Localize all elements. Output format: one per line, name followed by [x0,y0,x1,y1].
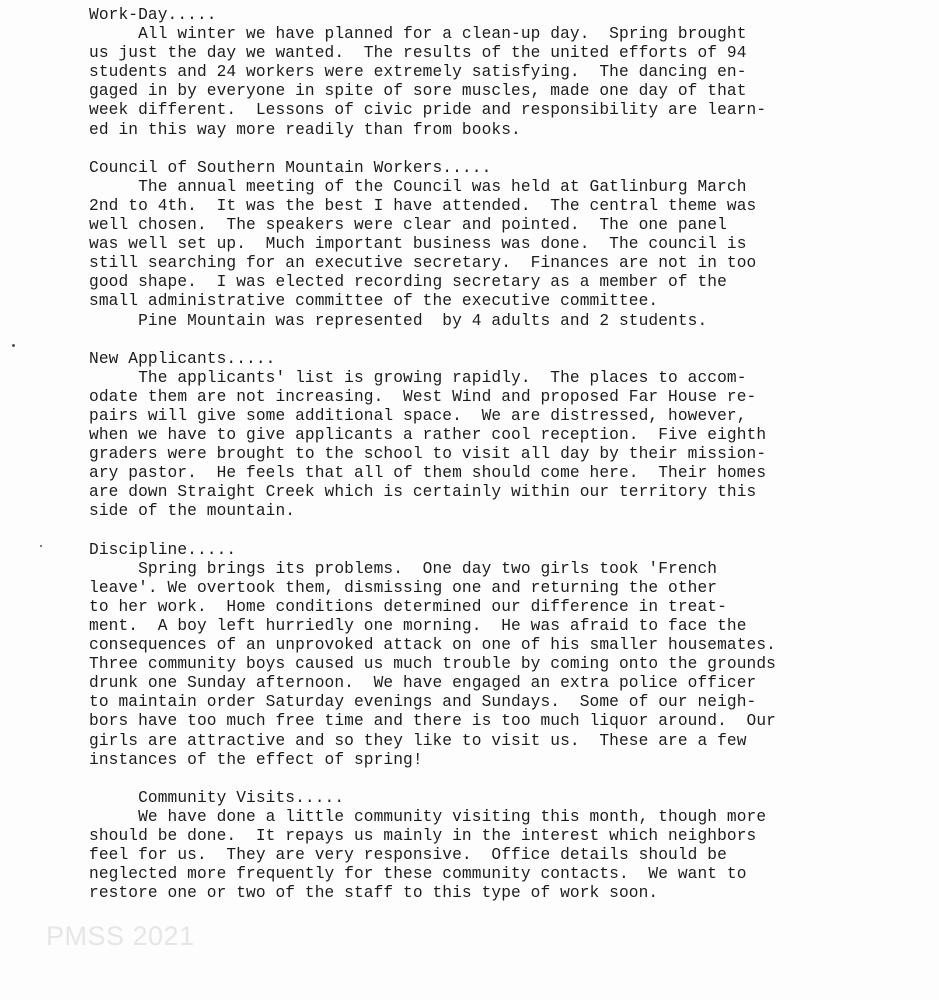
section-community-visits [89,789,909,904]
paragraph-line: neglected more frequently for these community contacts. We want to [89,865,747,884]
section-council [89,159,909,331]
paragraph-line: good shape. I was elected recording secretary as a member of the [89,273,727,292]
paragraph-line: well chosen. The speakers were clear and pointed. The one panel [89,216,727,235]
paragraph-line: The annual meeting of the Council was held at Gatlinburg March [89,177,747,196]
section-spacer [89,522,909,541]
paragraph-line: to her work. Home conditions determined our difference in treat- [89,597,727,616]
paragraph-line: Spring brings its problems. One day two girls took 'French [89,559,718,578]
paragraph-line: gaged in by everyone in spite of sore muscles, made one day of that [89,82,747,101]
paragraph-line: should be done. It repays us mainly in the interest which neighbors [89,827,757,846]
paragraph-line: Three community boys caused us much trouble by coming onto the grounds [89,655,776,674]
section-spacer [89,770,909,789]
paragraph-line: Pine Mountain was represented by 4 adults and 2 students. [89,311,708,330]
paragraph-line: We have done a little community visiting this month, though more [89,807,767,826]
section-spacer [89,140,909,159]
paragraph-line: students and 24 workers were extremely satisfying. The dancing en- [89,63,747,82]
paragraph-line: graders were brought to the school to visit all day by their mission- [89,445,767,464]
paragraph-line: to maintain order Saturday evenings and Sundays. Some of our neigh- [89,693,757,712]
paragraph-line: bors have too much free time and there is too much liquor around. Our [89,712,776,731]
section-work-day [89,6,909,140]
paragraph-line: restore one or two of the staff to this type of work soon. [89,884,659,903]
paragraph-line: small administrative committee of the executive committee. [89,292,659,311]
paragraph-line: drunk one Sunday afternoon. We have engaged an extra police officer [89,674,757,693]
paragraph-line: ary pastor. He feels that all of them should come here. Their homes [89,464,767,483]
paragraph-line: ment. A boy left hurriedly one morning. He was afraid to face the [89,617,747,635]
typed-document-body [89,6,909,903]
section-heading: New Applicants..... [89,349,276,368]
paragraph-line: week different. Lessons of civic pride and responsibility are learn- [89,101,767,120]
paragraph-line: pairs will give some additional space. We are distressed, however, [89,406,747,425]
paragraph-line: side of the mountain. [89,502,296,521]
section-heading: Work-Day..... [89,6,217,24]
paragraph-line: odate them are not increasing. West Wind and proposed Far House re- [89,387,757,406]
section-spacer [89,331,909,350]
paragraph-line: feel for us. They are very responsive. Office details should be [89,846,727,865]
paragraph-line: when we have to give applicants a rather cool reception. Five eighth [89,426,767,445]
paragraph-line: leave'. We overtook them, dismissing one and returning the other [89,578,718,597]
section-discipline [89,541,909,770]
paragraph-line: are down Straight Creek which is certainly within our territory this [89,483,757,502]
paragraph-line: The applicants' list is growing rapidly. The places to accom- [89,368,747,387]
section-heading: Community Visits..... [89,788,345,807]
section-heading: Council of Southern Mountain Workers..... [89,158,492,177]
paragraph-line: was well set up. Much important business was done. The council is [89,235,747,254]
paragraph-line: us just the day we wanted. The results of the united efforts of 94 [89,44,747,63]
paragraph-line: girls are attractive and so they like to visit us. These are a few [89,731,747,750]
paragraph-line: ed in this way more readily than from books. [89,120,521,139]
section-new-applicants [89,350,909,522]
paragraph-line: still searching for an executive secretary. Finances are not in too [89,254,757,273]
paper-speck [12,344,15,347]
paragraph-line: consequences of an unprovoked attack on one of his smaller housemates. [89,636,776,655]
paragraph-line: All winter we have planned for a clean-up day. Spring brought [89,25,747,44]
paragraph-line: 2nd to 4th. It was the best I have attended. The central theme was [89,196,757,215]
watermark: PMSS 2021 [46,921,195,951]
section-heading: Discipline..... [89,540,237,559]
paper-speck [40,545,42,547]
paragraph-line: instances of the effect of spring! [89,750,423,769]
